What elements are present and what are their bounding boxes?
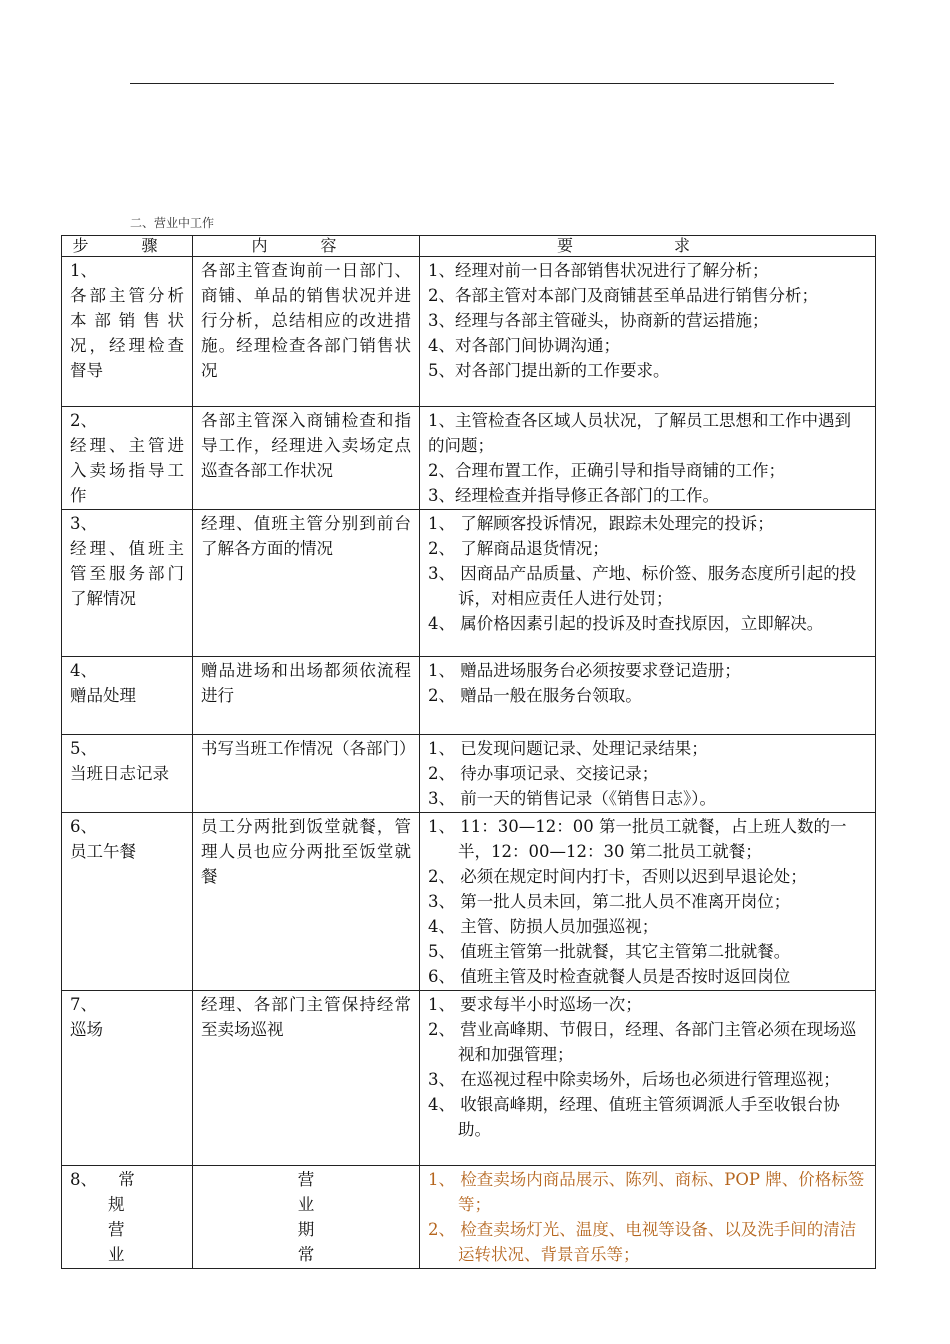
table-row	[62, 510, 876, 657]
requirement-item: 1、 检查卖场内商品展示、陈列、商标、POP 牌、价格标签等；	[428, 1170, 865, 1214]
requirements-cell	[420, 407, 876, 510]
step-cell	[62, 657, 193, 735]
step-number: 3、	[70, 514, 97, 533]
step-number: 7、	[70, 995, 97, 1014]
requirement-item: 1、 已发现问题记录、处理记录结果；	[428, 739, 708, 758]
content-char: 常	[297, 1245, 315, 1264]
requirement-item: 3、 因商品产品质量、产地、标价签、服务态度所引起的投诉，对相应责任人进行处罚；	[428, 564, 857, 608]
requirement-item: 1、 要求每半小时巡场一次；	[428, 995, 642, 1014]
step-name: 经理、主管进入卖场指导工作	[70, 436, 184, 505]
requirement-item: 2、 必须在规定时间内打卡，否则以迟到早退论处；	[428, 867, 807, 886]
step-number: 5、	[70, 739, 97, 758]
table-row	[62, 813, 876, 991]
step-cell	[62, 1166, 193, 1269]
content-char: 期	[297, 1220, 315, 1239]
content-cell	[193, 1166, 420, 1269]
content-cell: 员工分两批到饭堂就餐，管理人员也应分两批至饭堂就餐	[193, 813, 420, 991]
step-cell	[62, 735, 193, 813]
step-number: 2、	[70, 411, 97, 430]
step-char: 规	[108, 1195, 125, 1214]
step-cell	[62, 813, 193, 991]
requirement-item: 5、对各部门提出新的工作要求。	[428, 361, 670, 380]
table-header-row	[62, 236, 876, 257]
requirement-item: 4、 主管、防损人员加强巡视；	[428, 917, 659, 936]
requirement-item: 3、 第一批人员未回，第二批人员不准离开岗位；	[428, 892, 791, 911]
requirement-item: 3、经理检查并指导修正各部门的工作。	[428, 486, 719, 505]
requirement-item: 2、 营业高峰期、节假日，经理、各部门主管必须在现场巡视和加强管理；	[428, 1020, 857, 1064]
requirement-item: 4、 收银高峰期，经理、值班主管须调派人手至收银台协助。	[428, 1095, 840, 1139]
requirement-item: 3、 前一天的销售记录（《销售日志》）。	[428, 789, 716, 808]
step-number: 8、 常	[70, 1170, 135, 1189]
requirement-item: 5、 值班主管第一批就餐，其它主管第二批就餐。	[428, 942, 791, 961]
step-name: 经理、值班主管至服务部门了解情况	[70, 539, 184, 608]
requirement-item: 1、经理对前一日各部销售状况进行了解分析；	[428, 261, 769, 280]
requirements-cell	[420, 735, 876, 813]
requirement-item: 2、 待办事项记录、交接记录；	[428, 764, 659, 783]
requirement-item: 2、 了解商品退货情况；	[428, 539, 609, 558]
table-row	[62, 735, 876, 813]
table-row	[62, 991, 876, 1166]
step-name: 各部主管分析本部销售状况，经理检查督导	[70, 286, 184, 380]
header-rule	[130, 83, 834, 84]
table-row-8	[62, 1166, 876, 1269]
requirement-item: 1、 赠品进场服务台必须按要求登记造册；	[428, 661, 741, 680]
header-content: 内 容	[193, 236, 420, 257]
step-cell	[62, 407, 193, 510]
table-row	[62, 407, 876, 510]
requirement-item: 1、主管检查各区域人员状况，了解员工思想和工作中遇到的问题；	[428, 411, 851, 455]
section-title: 二、营业中工作	[130, 216, 215, 230]
requirement-item: 2、各部主管对本部门及商铺甚至单品进行销售分析；	[428, 286, 818, 305]
requirements-cell	[420, 510, 876, 657]
step-char: 营	[108, 1220, 125, 1239]
table-row	[62, 257, 876, 407]
requirements-cell	[420, 1166, 876, 1269]
requirements-cell	[420, 657, 876, 735]
content-char: 业	[297, 1195, 315, 1214]
requirement-item: 4、对各部门间协调沟通；	[428, 336, 620, 355]
step-char: 业	[108, 1245, 125, 1264]
requirement-item: 2、 检查卖场灯光、温度、电视等设备、以及洗手间的清洁运转状况、背景音乐等；	[428, 1220, 857, 1264]
requirements-cell	[420, 257, 876, 407]
content-cell: 赠品进场和出场都须依流程进行	[193, 657, 420, 735]
requirement-item: 3、 在巡视过程中除卖场外，后场也必须进行管理巡视；	[428, 1070, 840, 1089]
requirement-item: 2、合理布置工作，正确引导和指导商铺的工作；	[428, 461, 785, 480]
requirement-item: 1、 11：30—12：00 第一批员工就餐，占上班人数的一半，12：00—12：30 第二批员工就餐；	[428, 817, 847, 861]
step-name: 员工午餐	[70, 842, 136, 861]
step-name: 当班日志记录	[70, 764, 169, 783]
step-cell	[62, 991, 193, 1166]
content-cell: 各部主管查询前一日部门、商铺、单品的销售状况并进行分析，总结相应的改进措施。经理检查各部门销售状况	[193, 257, 420, 407]
step-name: 赠品处理	[70, 686, 136, 705]
step-cell	[62, 257, 193, 407]
content-cell: 经理、各部门主管保持经常至卖场巡视	[193, 991, 420, 1166]
requirements-cell	[420, 991, 876, 1166]
requirements-cell	[420, 813, 876, 991]
step-number: 4、	[70, 661, 97, 680]
content-char: 营	[297, 1170, 315, 1189]
table-row	[62, 657, 876, 735]
requirement-item: 4、 属价格因素引起的投诉及时查找原因，立即解决。	[428, 614, 824, 633]
requirement-item: 1、 了解顾客投诉情况，跟踪未处理完的投诉；	[428, 514, 774, 533]
header-step: 步 骤	[62, 236, 193, 257]
step-name: 巡场	[70, 1020, 103, 1039]
content-cell: 经理、值班主管分别到前台了解各方面的情况	[193, 510, 420, 657]
step-number: 6、	[70, 817, 97, 836]
content-cell: 各部主管深入商铺检查和指导工作，经理进入卖场定点巡查各部工作状况	[193, 407, 420, 510]
step-cell	[62, 510, 193, 657]
requirement-item: 3、经理与各部主管碰头，协商新的营运措施；	[428, 311, 769, 330]
content-cell: 书写当班工作情况（各部门）	[193, 735, 420, 813]
requirement-item: 6、 值班主管及时检查就餐人员是否按时返回岗位	[428, 967, 791, 986]
operations-table	[61, 235, 876, 1269]
step-number: 1、	[70, 261, 97, 280]
requirement-item: 2、 赠品一般在服务台领取。	[428, 686, 642, 705]
header-requirements: 要 求	[420, 236, 876, 257]
